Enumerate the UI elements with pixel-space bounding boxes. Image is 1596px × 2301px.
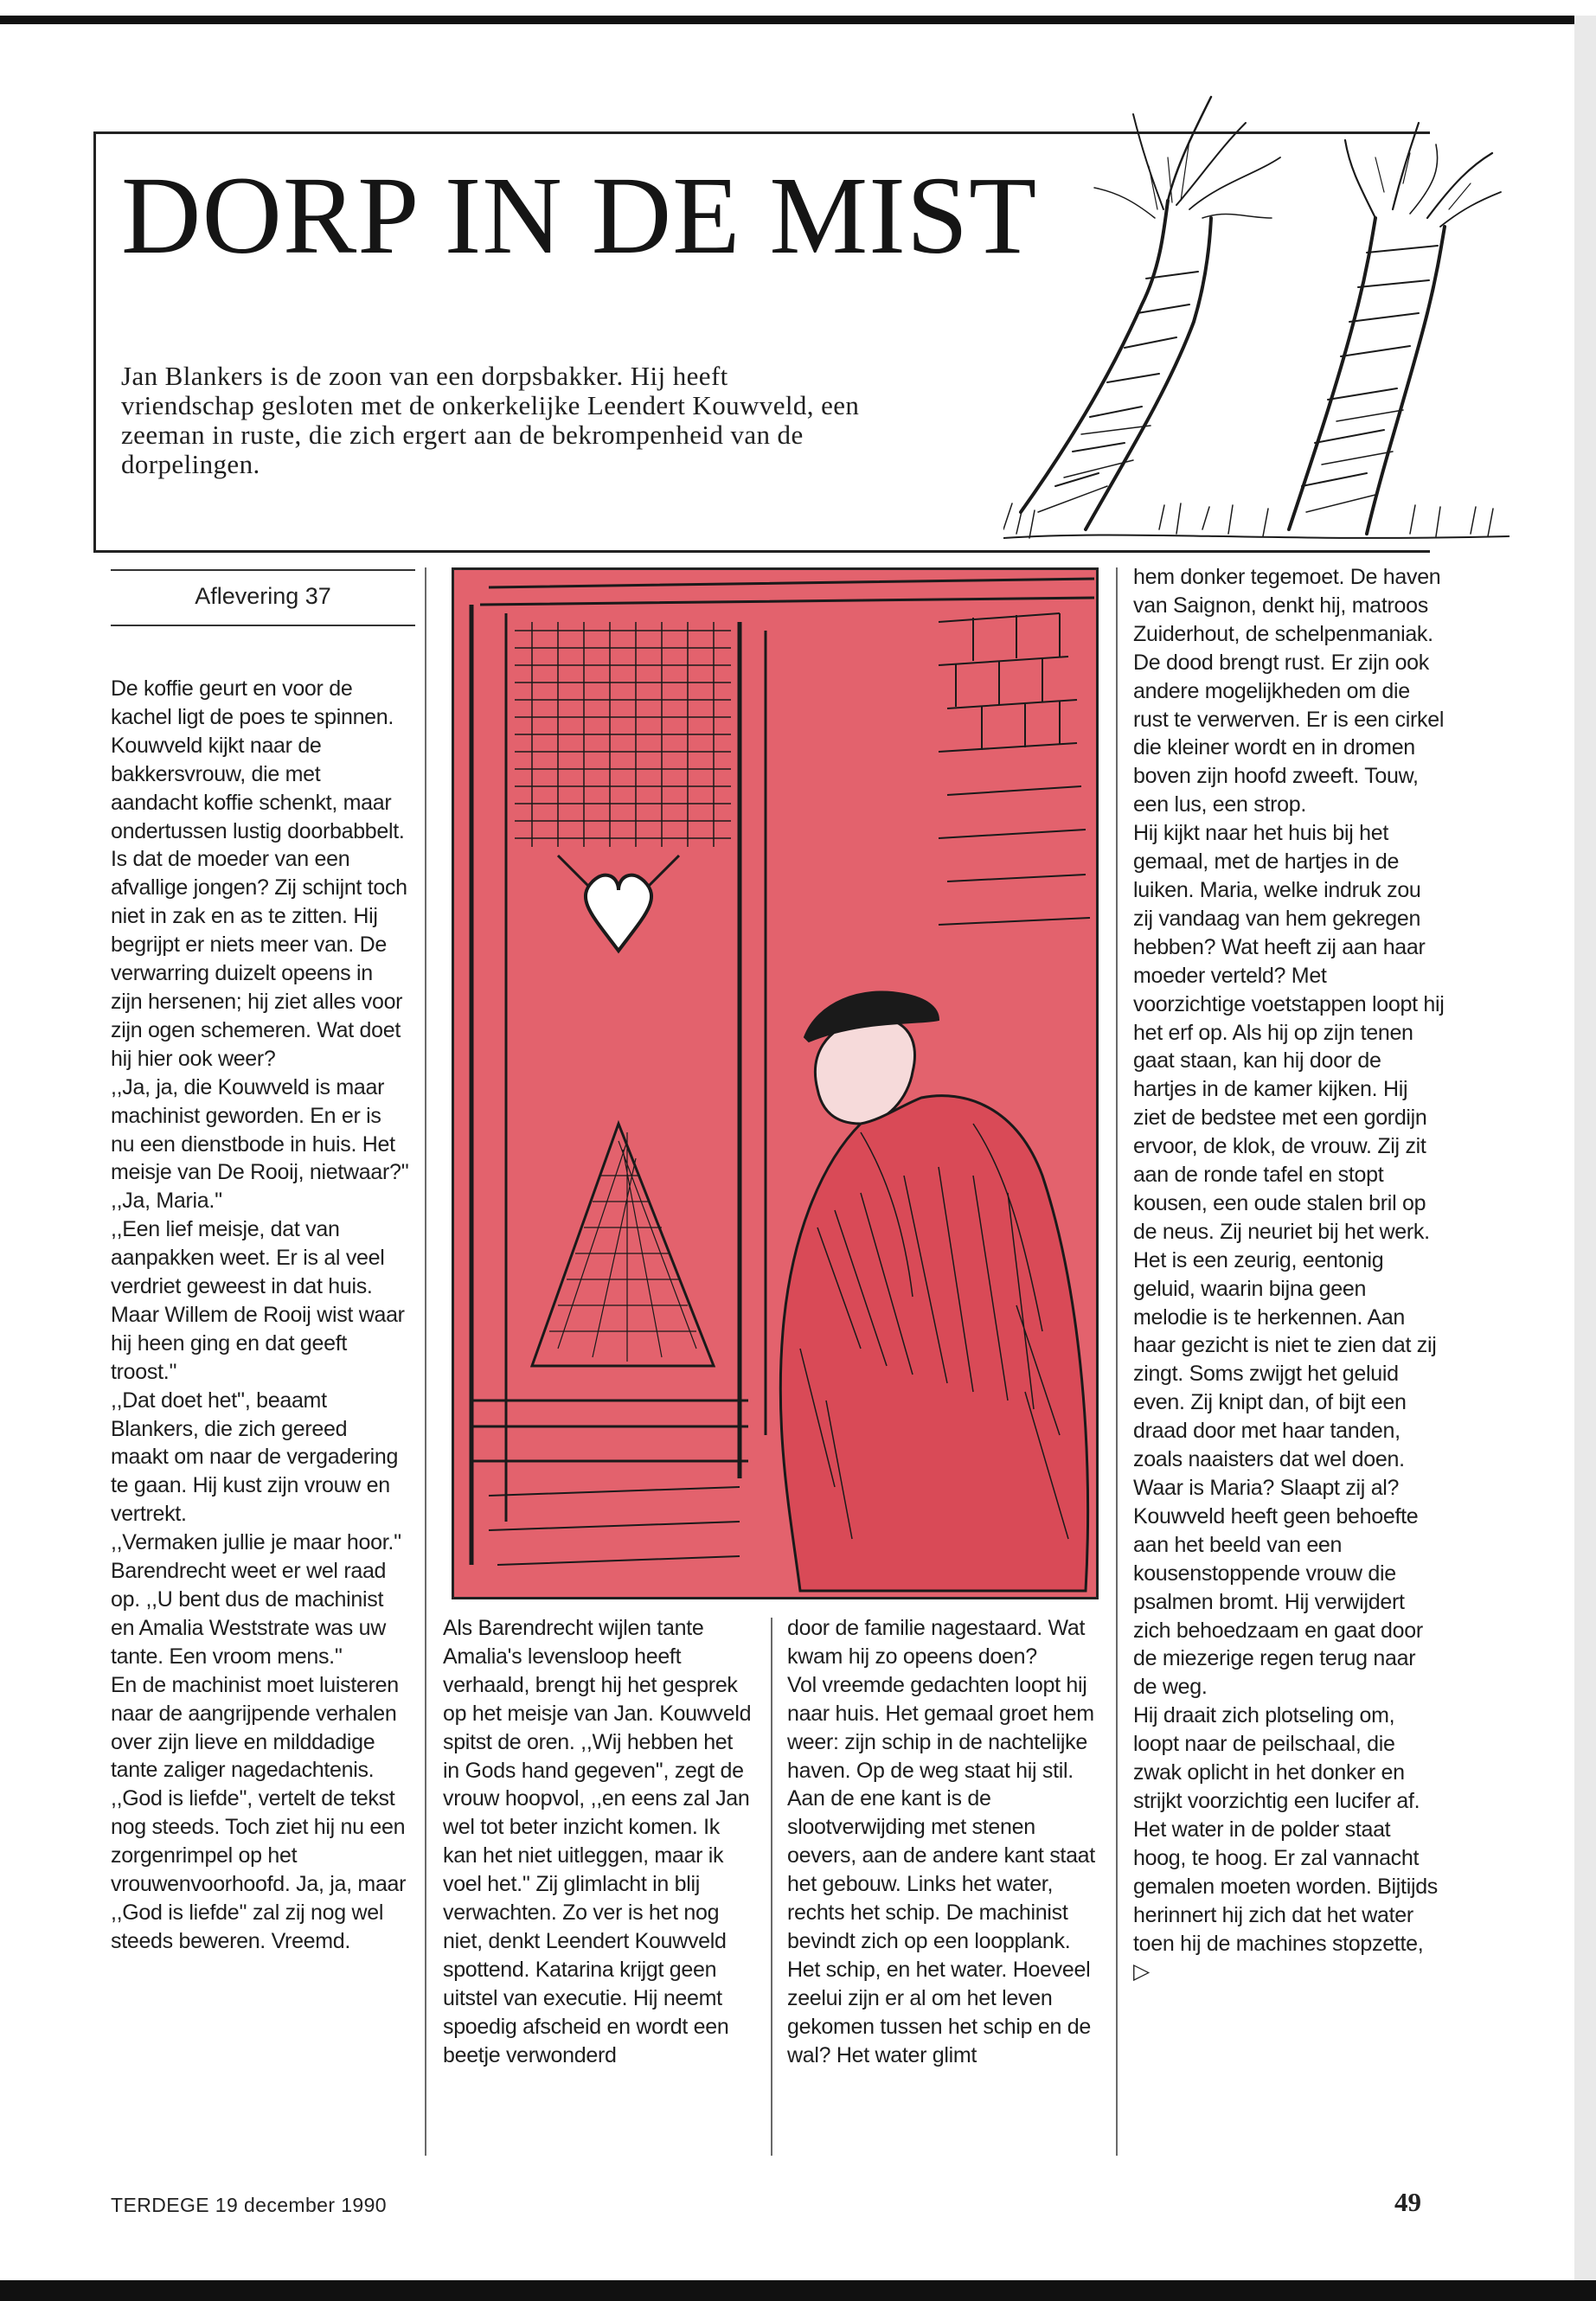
episode-rule-top xyxy=(111,569,415,571)
text-column-1 xyxy=(111,675,409,1956)
story-illustration xyxy=(452,567,1099,1599)
paragraph: Vol vreemde gedachten loopt hij naar huis. Het gemaal groet hem weer: zijn schip in de nachtelijke haven. Op de weg staat hij stil. Aan de ene kant is de slootverwijding met stenen oevers, aan de andere kant staat het gebouw. Links het water, rechts het schip. De machinist bevindt zich op een loopplank. Het schip, en het water. Hoeveel zeelui zijn er al om het leven gekomen tussen het schip en de wal? Het water glimt xyxy=(787,1672,1095,2067)
article-intro: Jan Blankers is de zoon van een dorpsbakker. Hij heeft vriendschap gesloten met de onkerkelijke Leendert Kouwveld, een zeeman in ruste, die zich ergert aan de bekrompenheid van de dorpelingen. xyxy=(121,361,860,479)
paragraph: ,,Ja, ja, die Kouwveld is maar machinist geworden. En er is nu een dienstbode in huis. Het meisje van De Rooij, nietwaar?'' xyxy=(111,1074,409,1185)
paragraph: Hij draait zich plotseling om, loopt naar de peilschaal, die zwak oplicht in het donker en strijkt voorzichtig een lucifer af. Het water in de polder staat hoog, te hoog. Er zal vannacht gemalen moeten worden. Bijtijds herinnert hij zich dat het water toen hij de machines stopzette, ▷ xyxy=(1133,1703,1439,1984)
page-number: 49 xyxy=(1394,2187,1421,2217)
paragraph: ,,Ja, Maria.'' xyxy=(111,1189,222,1214)
page-top-rule xyxy=(0,16,1596,24)
paragraph: Barendrecht weet er wel raad op. ,,U bent dus de machinist en Amalia Weststrate was uw tante. Een vroom mens.'' xyxy=(111,1559,387,1669)
paragraph: Als Barendrecht wijlen tante Amalia's levensloop heeft verhaald, brengt hij het gesprek op het meisje van Jan. Kouwveld spitst de oren. ,,Wij hebben het in Gods hand gegeven'', zegt de vrouw hoopvol, ,,en eens zal Jan wel tot beter inzicht komen. Ik kan het niet uitleggen, maar ik voel het.'' Zij glimlacht in blij verwachten. Zo ver is het nog niet, denkt Leendert Kouwveld spottend. Katarina krijgt geen uitstel van executie. Hij neemt spoedig afscheid en wordt een beetje verwonderd xyxy=(443,1616,752,2067)
paragraph: ,,Dat doet het'', beaamt Blankers, die zich gereed maakt om naar de vergadering te gaan. Hij kust zijn vrouw en vertrekt. xyxy=(111,1388,399,1527)
text-column-2 xyxy=(443,1614,754,2070)
column-divider xyxy=(425,567,426,2156)
column-divider xyxy=(771,1618,772,2156)
paragraph: ,,Vermaken jullie je maar hoor.'' xyxy=(111,1530,401,1555)
paragraph: De koffie geurt en voor de kachel ligt de poes te spinnen. Kouwveld kijkt naar de bakkersvrouw, die met aandacht koffie schenkt, maar ondertussen lustig doorbabbelt. Is dat de moeder van een afvallige jongen? Zij schijnt toch niet in zak en as te zitten. Hij begrijpt er niets meer van. De verwarring duizelt opeens in zijn hersenen; hij ziet alles voor zijn ogen schemeren. Wat doet hij hier ook weer? xyxy=(111,676,407,1071)
text-column-3 xyxy=(787,1614,1097,2070)
text-column-4 xyxy=(1133,563,1445,1986)
article-title: DORP IN DE MIST xyxy=(121,154,1038,277)
page-edge xyxy=(1574,16,1596,2280)
paragraph: En de machinist moet luisteren naar de aangrijpende verhalen over zijn lieve en milddadige tante zaliger nagedachtenis. xyxy=(111,1672,399,1783)
magazine-issue: TERDEGE 19 december 1990 xyxy=(111,2194,387,2216)
paragraph: hem donker tegemoet. De haven van Saignon, denkt hij, matroos Zuiderhout, de schelpenmaniak. De dood brengt rust. Er zijn ook andere mogelijkheden om die rust te verwerven. Er is een cirkel die kleiner wordt en in dromen boven zijn hoofd zweeft. Touw, een lus, een strop. xyxy=(1133,565,1445,817)
episode-rule-bottom xyxy=(111,625,415,626)
column-divider xyxy=(1116,567,1118,2156)
episode-label: Aflevering 37 xyxy=(195,583,331,609)
paragraph: Hij kijkt naar het huis bij het gemaal, met de hartjes in de luiken. Maria, welke indruk zou zij vandaag van hem gekregen hebben? Wat heeft zij aan haar moeder verteld? Met voorzichtige voetstappen loopt hij het erf op. Als hij op zijn tenen gaat staan, kan hij door de hartjes in de kamer kijken. Hij ziet de bedstee met een gordijn ervoor, de klok, de vrouw. Zij zit aan de ronde tafel en stopt kousen, een oude stalen bril op de neus. Zij neuriet bij het werk. Het is een zeurig, eentonig geluid, waarin bijna geen melodie is te herkennen. Aan haar gezicht is niet te zien dat zij zingt. Soms zwijgt het geluid even. Zij knipt dan, of bijt een draad door met haar tanden, zoals naaisters dat wel doen. Waar is Maria? Slaapt zij al? Kouwveld heeft geen behoefte aan het beeld van een kousenstoppende vrouw die psalmen bromt. Hij verwijdert zich behoedzaam en gaat door de miezerige regen terug naar de weg. xyxy=(1133,821,1445,1700)
paragraph: ,,God is liefde'', vertelt de tekst nog steeds. Toch ziet hij nu een zorgenrimpel op het vrouwenvoorhoofd. Ja, ja, maar ,,God is liefde'' zal zij nog wel steeds beweren. Vreemd. xyxy=(111,1786,407,1953)
paragraph: ,,Een lief meisje, dat van aanpakken weet. Er is al veel verdriet geweest in dat huis. Maar Willem de Rooij wist waar hij heen ging en dat geeft troost.'' xyxy=(111,1217,405,1384)
paragraph: door de familie nagestaard. Wat kwam hij zo opeens doen? xyxy=(787,1616,1086,1669)
page-bottom-rule xyxy=(0,2280,1596,2301)
willow-trees-illustration xyxy=(1003,80,1509,547)
